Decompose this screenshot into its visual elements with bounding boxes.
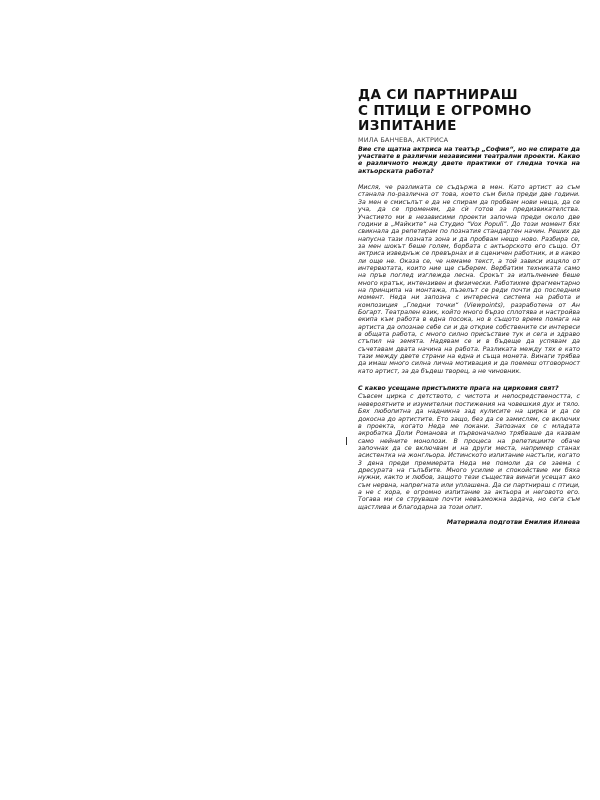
interview-question: Вие сте щатна актриса на театър „София“, но не спирате да участвате в различни независими театрални проекти. Какво е различното между двете практики от гледна точка на актьорската работа? xyxy=(358,145,580,175)
interview-article xyxy=(358,88,580,526)
title-line: С ПТИЦИ Е ОГРОМНО xyxy=(358,102,532,119)
interview-question: С какво усещане пристъпихте прага на цирковия свят? xyxy=(358,385,559,393)
title-line: ДА СИ ПАРТНИРАШ xyxy=(358,87,518,103)
title-line: ИЗПИТАНИЕ xyxy=(358,118,457,134)
interview-answer: Съвсем цирка с детството, с чистота и непосредствеността, с невероятните и изумителни постижения на човешкия дух и тяло. Бях любопитна да надникна зад кулисите на цирка и да се докосна до артистите. Ето защо, без да се замислям, се включих в проекта, когато Неда ме покани. Запознах се с младата акробатка Доли Романова и първоначално трябваше да казвам само нейните монолози. В процеса на репетициите обаче започнах да се включвам и на други места, например станах асистентка на жонгльора. Истинското изпитание настъпи, когато 3 дена преди премиерата Неда ме помоли да се заема с дресурата на гълъбите. Много усилие и спокойствие ми бяха нужни, както и любов, защото тези същества винаги усещат ако съм нервна, напрегната или уплашена. Да си партнираш с птици, а не с хора, е огромно изпитание за актьора и неговото его. Тогава ми се струваше почти невъзможна задача, но сега съм щастлива и благодарна за този опит. xyxy=(358,393,580,511)
margin-rule xyxy=(346,437,347,445)
article-title xyxy=(358,88,580,135)
author-byline: МИЛА БАНЧЕВА, АКТРИСА xyxy=(358,135,449,144)
article-credit: Материала подготви Емилия Илиева xyxy=(446,518,580,526)
interview-answer: Мисля, че разликата се съдържа в мен. Като артист аз съм станала по-различна от това, което съм била преди две години. За мен е смисълът е да не спирам да пробвам нови неща, да се уча, да се променям, да сѝ готов за предизвикателства. Участието ми в независими проекти започна преди около две години в „Майките“ на Студио “Vox Populi”. До този момент бях свикнала да репетирам по познатия стандартен начин. Реших да напусна тази позната зона и да пробвам нещо ново. Разбира се, за мен шокът беше голям, борбата с актьорското его също. От актриса изведнъж се превърнах и в сценичен работник, и в какво ли още не. Оказа се, че нямаме текст, а той зависи изцяло от интервютата, които ние ще съберем. Вербатим техниката само на пръв поглед изглежда лесна. Срокът за изпълнение беше много кратък, интензивен и физически. Работихме фрагментарно на принципа на монтажа, пъзелът се реди почти до последния момент. Неда ни запозна с интересна система на работа и композиция „Гледни точки“ (Viewpoints), разработена от Ан Богарт. Театрален език, който много бързо сплотява и настройва екипа към работа в една посока, но в същото време помага на артиста да опознае себе си и да открие собствените си интереси в общата работа, с много силно присъствие тук и сега и здраво стъпил на земята. Надявам се и в бъдеще да успявам да съчетавам двата начина на работа. Разликата между тях е като тази между двете страни на една и съща монета. Винаги трябва да имаш много силна лична мотивация и да поемеш отговорност като артист, за да бъдеш творец, а не чиновник. xyxy=(358,184,580,375)
